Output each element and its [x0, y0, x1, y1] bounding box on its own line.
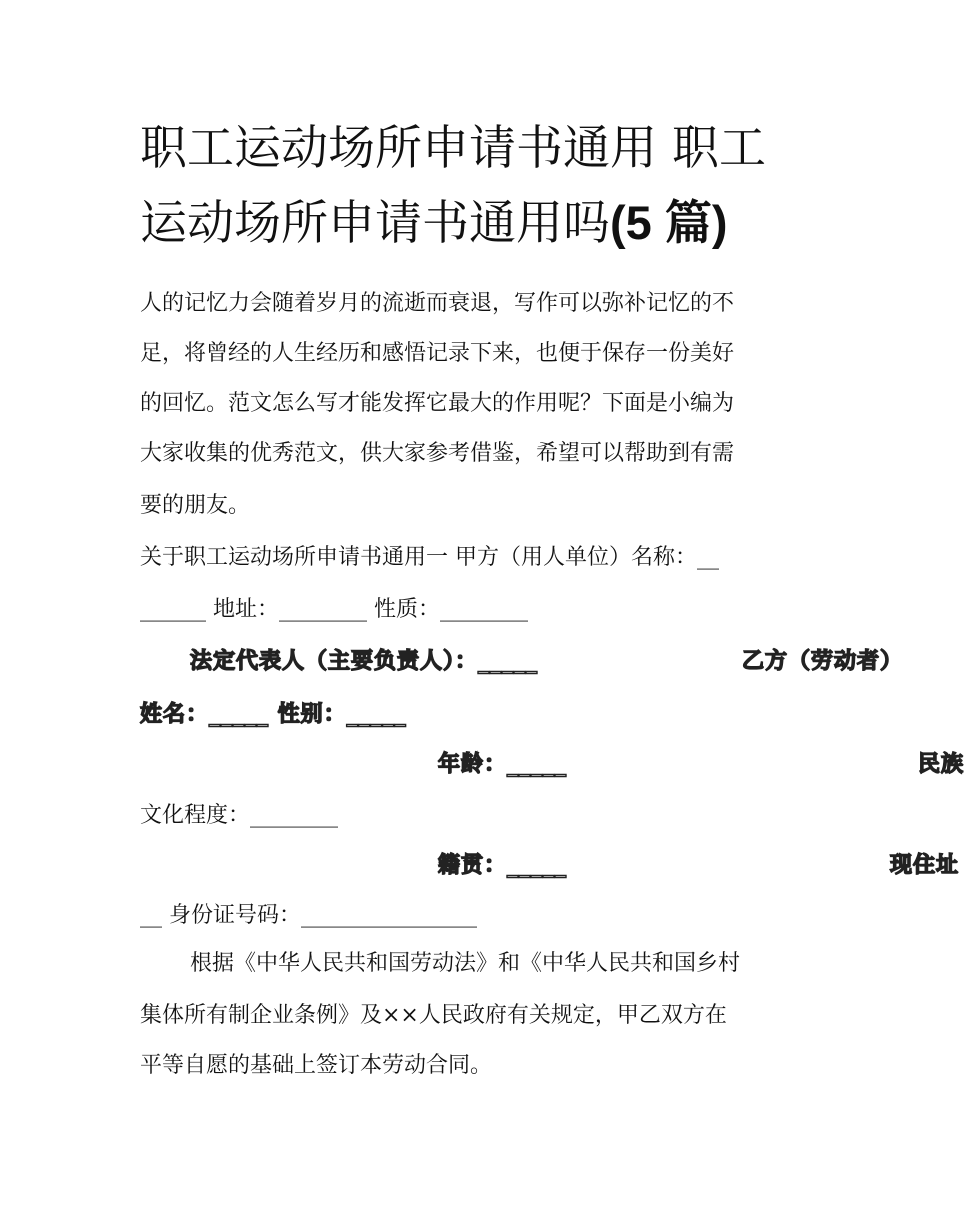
residence-label: 现住址 — [890, 853, 960, 878]
basis-line-3: 平等自愿的基础上签订本劳动合同。 — [140, 1053, 493, 1078]
title-line-1: 职工运动场所申请书通用 职工 — [140, 121, 766, 176]
education-field: 文化程度：________ — [140, 803, 339, 828]
intro-line-1: 人的记忆力会随着岁月的流逝而衰退，写作可以弥补记忆的不 — [140, 291, 735, 316]
section-1-heading: 关于职工运动场所申请书通用一 甲方（用人单位）名称：__ — [140, 545, 719, 570]
intro-line-5: 要的朋友。 — [140, 493, 251, 518]
basis-line-2: 集体所有制企业条例》及××人民政府有关规定，甲乙双方在 — [140, 1003, 727, 1028]
native-place-field: 籍贯：_____ — [438, 853, 568, 878]
intro-line-2: 足，将曾经的人生经历和感悟记录下来，也便于保存一份美好 — [140, 341, 735, 366]
age-field: 年龄：_____ — [438, 752, 568, 777]
intro-line-3: 的回忆。范文怎么写才能发挥它最大的作用呢？下面是小编为 — [140, 391, 735, 416]
name-gender-field: 姓名：_____ 性别：_____ — [140, 702, 407, 727]
ethnicity-label: 民族 — [918, 752, 964, 777]
id-number-field: __ 身份证号码：________________ — [140, 903, 477, 928]
intro-line-4: 大家收集的优秀范文，供大家参考借鉴，希望可以帮助到有需 — [140, 441, 735, 466]
document-title — [140, 112, 820, 261]
party-b-label: 乙方（劳动者） — [742, 649, 904, 674]
party-a-address-line: ______ 地址：________ 性质：________ — [140, 597, 528, 622]
title-count: (5 篇) — [610, 196, 728, 249]
basis-line-1: 根据《中华人民共和国劳动法》和《中华人民共和国乡村 — [190, 951, 741, 976]
legal-representative-field: 法定代表人（主要负责人）：_____ — [190, 649, 539, 674]
title-line-2: 运动场所申请书通用吗 — [140, 196, 610, 251]
